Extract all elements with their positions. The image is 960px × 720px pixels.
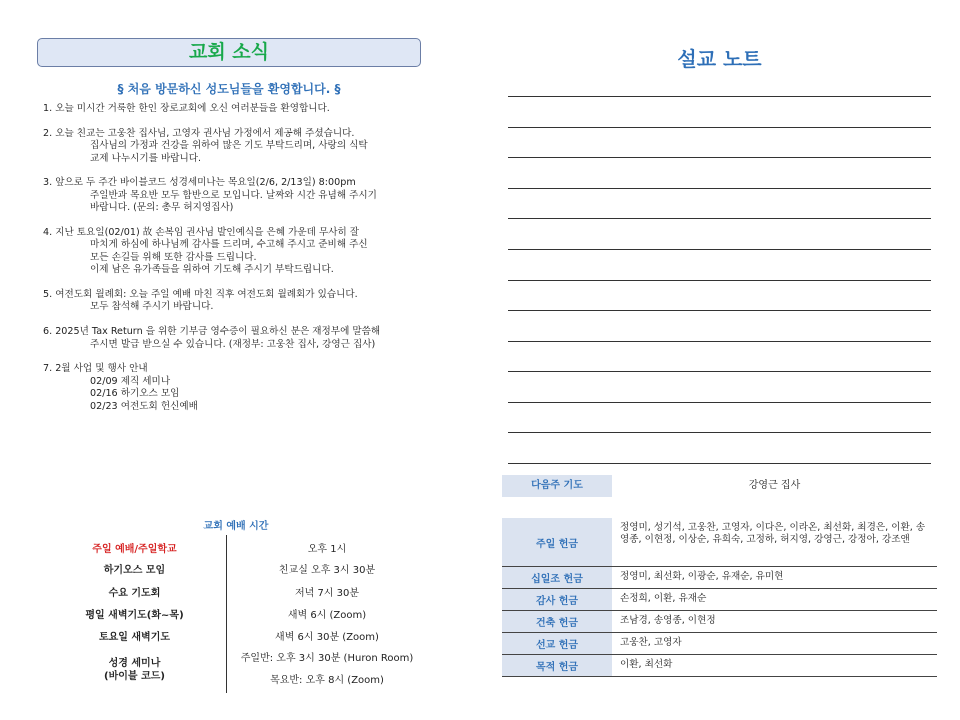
worship-row-seminar: [43, 648, 428, 692]
news-line: 교제 나누시기를 바랍니다.: [90, 152, 202, 164]
news-item-4: [43, 227, 433, 277]
note-line: [508, 402, 931, 403]
news-item-6: [43, 326, 433, 351]
note-line: [508, 249, 931, 250]
news-line: 마치게 하심에 하나님께 감사를 드리며, 수고해 주시고 준비해 주신: [90, 239, 368, 251]
offering-label: 주일 헌금: [502, 518, 612, 566]
news-line: 주일반과 목요반 모두 합반으로 모입니다. 날짜와 시간 유념해 주시기: [90, 189, 377, 201]
note-line: [508, 463, 931, 464]
seminar-name-line: (바이블 코드): [104, 671, 165, 682]
worship-time: [226, 648, 428, 692]
note-line: [508, 432, 931, 433]
offering-row: [502, 567, 937, 589]
worship-name: [43, 657, 226, 683]
news-line: 4. 지난 토요일(02/01) 故 손복임 권사님 발인예식을 은혜 가운데 무사히 잘: [43, 227, 360, 239]
offering-row: [502, 518, 937, 567]
worship-row: [43, 603, 428, 623]
welcome-message: § 처음 방문하신 성도님들을 환영합니다. §: [117, 82, 341, 96]
note-line: [508, 157, 931, 158]
worship-time: 새벽 6시 (Zoom): [287, 609, 367, 621]
news-line: 바랍니다. (문의: 총무 허지영집사): [90, 202, 234, 214]
offering-row: [502, 633, 937, 655]
worship-row: [43, 581, 428, 601]
news-item-7: [43, 363, 433, 413]
worship-name: 하기오스 모임: [103, 564, 166, 576]
news-line: 집사님의 가정과 건강을 위하여 많은 기도 부탁드리며, 사랑의 식탁: [90, 140, 368, 152]
worship-row: [43, 625, 428, 645]
prayer-label: 다음주 기도: [502, 475, 612, 497]
offering-names: 정영미, 최선화, 이광순, 유재순, 유미현: [620, 571, 784, 582]
news-line: 7. 2월 사업 및 행사 안내: [43, 363, 148, 375]
news-line: 주시면 발급 받으실 수 있습니다. (재정부: 고웅찬 집사, 강영근 집사): [90, 338, 376, 350]
offering-names: 조남경, 송영종, 이현정: [620, 615, 716, 626]
news-line: 02/09 제직 세미나: [90, 375, 171, 387]
offering-label: 선교 헌금: [502, 633, 612, 654]
prayer-value: 강영근 집사: [748, 480, 801, 491]
note-line: [508, 280, 931, 281]
worship-row: [43, 537, 428, 557]
note-line: [508, 218, 931, 219]
church-news-header: 교회 소식: [37, 38, 421, 67]
news-line: 5. 여전도회 월례회: 오늘 주일 예배 마친 직후 여전도회 월례회가 있습니다.: [43, 289, 358, 301]
worship-table-divider: [226, 535, 227, 693]
worship-name: 평일 새벽기도(화~목): [85, 609, 184, 621]
news-line: 모든 손길들 위해 또한 감사를 드립니다.: [90, 251, 257, 263]
seminar-time-thursday: 목요반: 오후 8시 (Zoom): [270, 675, 384, 686]
offering-label: 목적 헌금: [502, 655, 612, 676]
worship-times-title: 교회 예배 시간: [203, 521, 269, 532]
worship-name: 수요 기도회: [108, 587, 161, 599]
next-week-prayer: [502, 475, 937, 497]
news-line: 02/23 여전도회 헌신예배: [90, 400, 198, 412]
note-line: [508, 96, 931, 97]
worship-name: 토요일 새벽기도: [98, 631, 171, 643]
news-line: 2. 오늘 친교는 고웅찬 집사님, 고영자 권사님 가정에서 제공해 주셨습니다.: [43, 127, 355, 139]
offering-label: 감사 헌금: [502, 589, 612, 610]
note-line: [508, 371, 931, 372]
worship-time: 친교실 오후 3시 30분: [278, 564, 376, 576]
news-item-1: [43, 103, 433, 115]
worship-row: [43, 558, 428, 578]
news-line: 이제 남은 유가족들을 위하여 기도해 주시기 부탁드립니다.: [90, 264, 334, 276]
note-line: [508, 341, 931, 342]
news-line: 6. 2025년 Tax Return 을 위한 기부금 영수증이 필요하신 분은 재정부에 말씀해: [43, 326, 381, 338]
offering-row: [502, 611, 937, 633]
news-line: 3. 앞으로 두 주간 바이블코드 성경세미나는 목요일(2/6, 2/13일) 8:00pm: [43, 177, 356, 189]
sermon-note-title: 설교 노트: [677, 47, 762, 71]
worship-time: 오후 1시: [307, 543, 347, 555]
offering-label: 건축 헌금: [502, 611, 612, 632]
worship-time: 저녁 7시 30분: [294, 587, 360, 599]
offering-table: [502, 518, 937, 677]
news-line: 모두 참석해 주시기 바랍니다.: [90, 301, 214, 313]
news-line: 02/16 하기오스 모임: [90, 388, 180, 400]
note-line: [508, 127, 931, 128]
offering-row: [502, 655, 937, 677]
note-line: [508, 188, 931, 189]
worship-time: 새벽 6시 30분 (Zoom): [275, 631, 379, 643]
news-item-2: [43, 128, 433, 165]
news-list: [43, 103, 433, 425]
seminar-time-sunday: 주일반: 오후 3시 30분 (Huron Room): [240, 653, 414, 664]
worship-times-table: [43, 535, 428, 693]
offering-row: [502, 589, 937, 611]
offering-names: 이환, 최선화: [620, 659, 673, 670]
news-item-3: [43, 177, 433, 214]
news-line: 1. 오늘 미시간 거룩한 한인 장로교회에 오신 여러분들을 환영합니다.: [43, 103, 330, 114]
worship-name: 주일 예배/주일학교: [92, 543, 177, 555]
news-item-5: [43, 289, 433, 314]
offering-label: 십일조 헌금: [502, 567, 612, 588]
offering-names: 정영미, 성기석, 고웅찬, 고영자, 이다은, 이라온, 최선화, 최경은, 이환, 송영종, 이현정, 이상순, 유희숙, 고정하, 허지영, 강영근, 강정아, 강조앤: [620, 522, 926, 545]
offering-names: 손정희, 이환, 유재순: [620, 593, 707, 604]
seminar-name-line: 성경 세미나: [108, 658, 161, 669]
note-line: [508, 310, 931, 311]
offering-names: 고웅찬, 고영자: [620, 637, 682, 648]
